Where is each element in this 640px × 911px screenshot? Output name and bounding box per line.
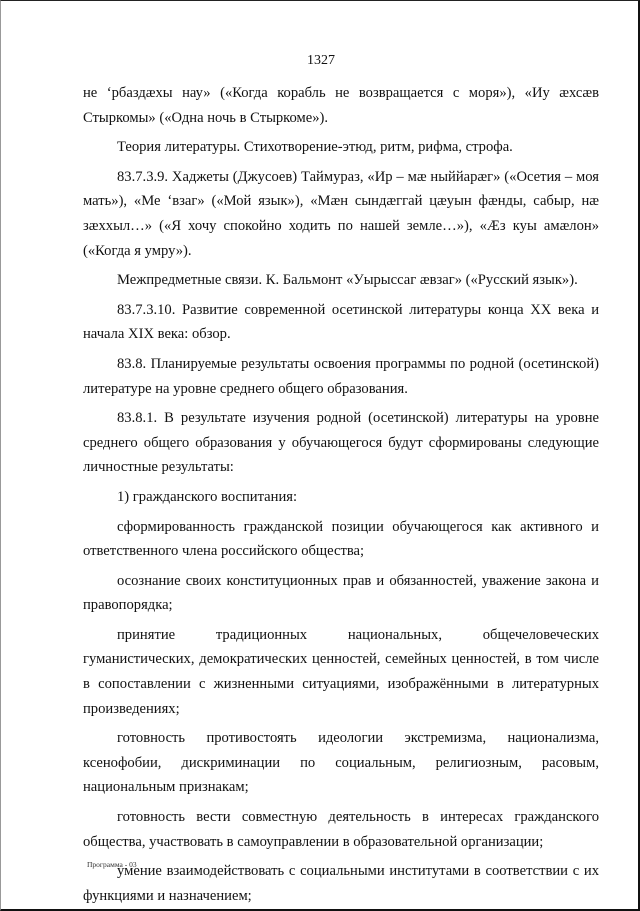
list-item-civic-position: сформированность гражданской позиции обучающегося как активного и ответственного члена российского общества;: [83, 518, 599, 560]
page-footer: Программа - 03: [87, 860, 137, 869]
list-item-joint-activity: готовность вести совместную деятельность в интересах гражданского общества, участвовать в самоуправлении в образовательной организации;: [83, 809, 599, 850]
paragraph-continuation: не ‘рбаздæхы нау» («Когда корабль не возвращается с моря»), «Иу æхсæв Стыркомы» («Одна ночь в Стыркоме»).: [83, 85, 599, 126]
list-item-constitutional-rights: осознание своих конституционных прав и обязанностей, уважение закона и правопорядка;: [83, 572, 599, 614]
list-heading-civic-education: 1) гражданского воспитания:: [117, 488, 298, 505]
paragraph-interdisciplinary: Межпредметные связи. К. Бальмонт «Уырыссаг æвзаг» («Русский язык»).: [117, 272, 578, 289]
paragraph-section-83-8: 83.8. Планируемые результаты освоения программы по родной (осетинской) литературе на уровне среднего общего образования.: [83, 355, 599, 397]
list-item-traditional-values: принятие традиционных национальных, общечеловеческих гуманистических, демократических ценностей, семейных ценностей, в том числе в сопоставлении с жизненными ситуациями, изображёнными в литературных произведениях;: [83, 626, 599, 717]
document-body: [83, 81, 599, 908]
page-number: 1327: [307, 53, 335, 68]
list-item-counter-extremism: готовность противостоять идеологии экстремизма, национализма, ксенофобии, дискриминации по социальным, религиозным, расовым, национальным признакам;: [83, 730, 599, 796]
paragraph-literary-theory: Теория литературы. Стихотворение-этюд, ритм, рифма, строфа.: [117, 139, 513, 156]
paragraph-section-83-7-3-9: 83.7.3.9. Хаджеты (Джусоев) Таймураз, «Ир – мæ ныййарæг» («Осетия – моя мать»), «Ме ‘взаг» («Мой язык»), «Мæн сындæггай цæуын фæнды, сабыр, нæ зæххыл…» («Я хочу спокойно ходить по нашей земле…»), «Æз куы амæлон» («Когда я умру»).: [83, 168, 599, 259]
list-item-social-institutions: умение взаимодействовать с социальными институтами в соответствии с их функциями и назначением;: [83, 863, 599, 904]
paragraph-section-83-8-1: 83.8.1. В результате изучения родной (осетинской) литературы на уровне среднего общего образования у обучающегося будут сформированы следующие личностные результаты:: [83, 410, 599, 476]
paragraph-section-83-7-3-10: 83.7.3.10. Развитие современной осетинской литературы конца XX века и начала XIX века: обзор.: [83, 301, 599, 343]
